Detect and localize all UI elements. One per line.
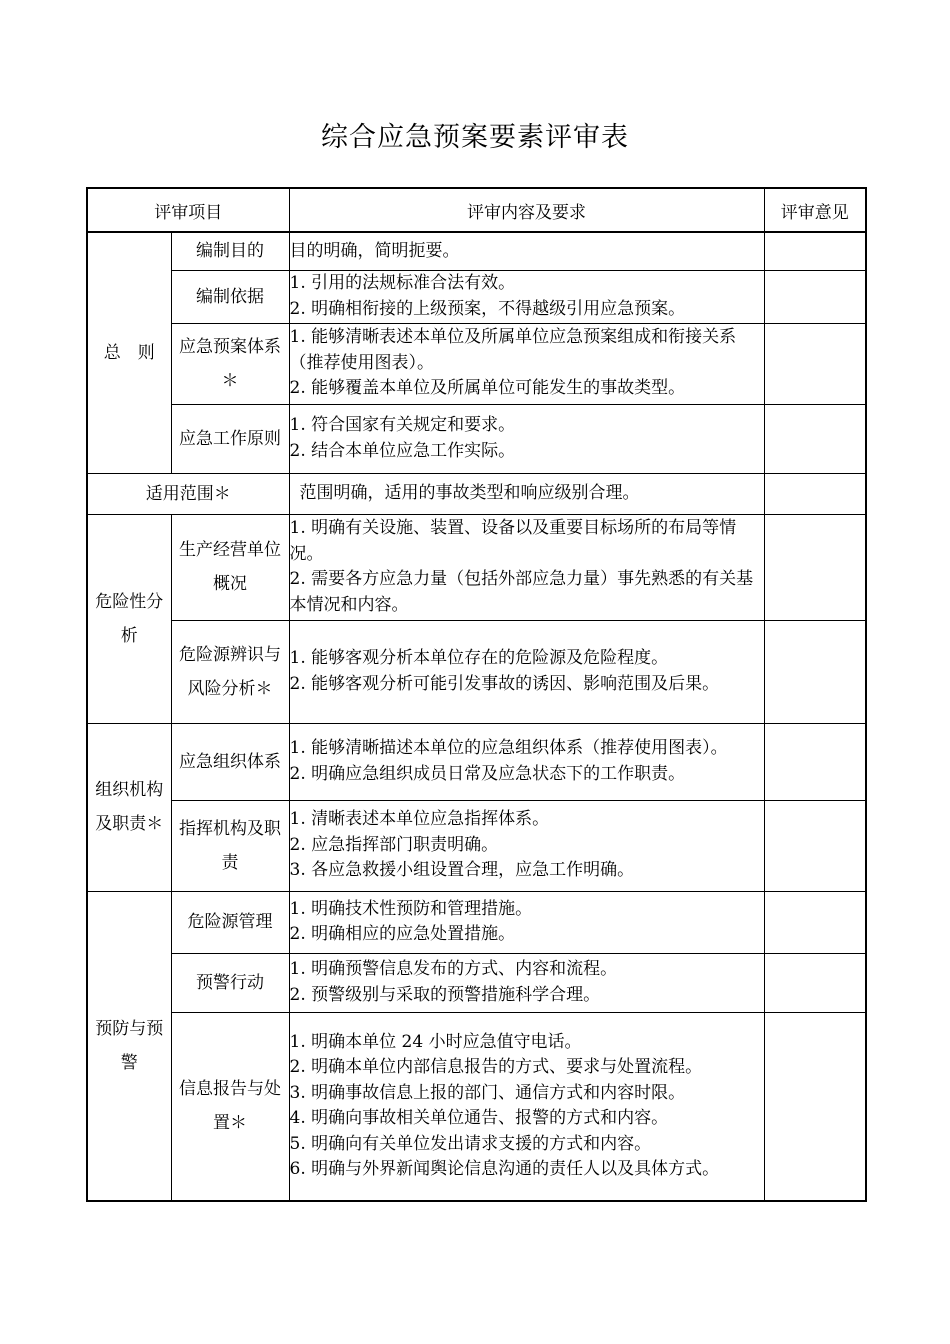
item-label: 编制依据 — [171, 270, 289, 323]
table-row — [87, 1012, 866, 1201]
item-label: 应急预案体系＊ — [171, 323, 289, 404]
content-line: 1. 明确技术性预防和管理措施。 — [289, 898, 533, 919]
item-content — [289, 891, 764, 953]
item-content — [289, 473, 764, 514]
item-content — [289, 270, 764, 323]
category-scope: 适用范围＊ — [87, 473, 289, 514]
item-content — [289, 514, 764, 620]
item-content — [289, 323, 764, 404]
content-line: 5. 明确向有关单位发出请求支援的方式和内容。 — [289, 1133, 652, 1154]
item-label: 危险源辨识与风险分析＊ — [171, 620, 289, 723]
table-row — [87, 620, 866, 723]
content-line: 1. 明确预警信息发布的方式、内容和流程。 — [289, 959, 618, 979]
opinion-cell[interactable] — [764, 232, 866, 270]
item-label: 预警行动 — [171, 953, 289, 1012]
content-line: 2. 预警级别与采取的预警措施科学合理。 — [289, 984, 601, 1005]
content-line: 1. 清晰表述本单位应急指挥体系。 — [289, 809, 550, 830]
category-general: 总 则 — [87, 232, 171, 473]
item-label: 编制目的 — [171, 232, 289, 270]
content-line: 1. 能够清晰描述本单位的应急组织体系（推荐使用图表）。 — [289, 738, 728, 758]
page-title: 综合应急预案要素评审表 — [321, 122, 629, 153]
opinion-cell[interactable] — [764, 953, 866, 1012]
opinion-cell[interactable] — [764, 1012, 866, 1201]
content-line: 2. 结合本单位应急工作实际。 — [289, 440, 516, 461]
table-row — [87, 473, 866, 514]
table-row — [87, 891, 866, 953]
item-label: 应急工作原则 — [171, 404, 289, 473]
opinion-cell[interactable] — [764, 323, 866, 404]
opinion-cell[interactable] — [764, 404, 866, 473]
content-line: 1. 引用的法规标准合法有效。 — [289, 273, 516, 293]
item-content — [289, 723, 764, 800]
opinion-cell[interactable] — [764, 473, 866, 514]
table-row — [87, 723, 866, 800]
item-label: 危险源管理 — [171, 891, 289, 953]
opinion-cell[interactable] — [764, 270, 866, 323]
category-organization: 组织机构及职责＊ — [87, 723, 171, 891]
opinion-cell[interactable] — [764, 620, 866, 723]
review-table — [86, 187, 867, 1202]
opinion-cell[interactable] — [764, 800, 866, 891]
content-line: 2. 明确应急组织成员日常及应急状态下的工作职责。 — [289, 763, 686, 784]
content-line: 1. 能够清晰表述本单位及所属单位应急预案组成和衔接关系（推荐使用图表）。 — [289, 327, 737, 373]
content-line: 范围明确，适用的事故类型和响应级别合理。 — [299, 482, 640, 503]
content-line: 2. 需要各方应急力量（包括外部应急力量）事先熟悉的有关基本情况和内容。 — [289, 569, 754, 615]
content-line: 2. 能够覆盖本单位及所属单位可能发生的事故类型。 — [289, 378, 686, 399]
content-line: 目的明确，简明扼要。 — [289, 240, 460, 261]
header-review-content: 评审内容及要求 — [289, 188, 764, 232]
header-review-opinion: 评审意见 — [764, 188, 866, 232]
table-row — [87, 800, 866, 891]
content-line: 1. 符合国家有关规定和要求。 — [289, 415, 516, 435]
item-content — [289, 800, 764, 891]
item-content — [289, 232, 764, 270]
content-line: 2. 能够客观分析可能引发事故的诱因、影响范围及后果。 — [289, 673, 720, 694]
content-line: 1. 能够客观分析本单位存在的危险源及危险程度。 — [289, 648, 669, 668]
opinion-cell[interactable] — [764, 514, 866, 620]
item-label: 信息报告与处置＊ — [171, 1012, 289, 1201]
table-row — [87, 514, 866, 620]
item-content — [289, 953, 764, 1012]
opinion-cell[interactable] — [764, 891, 866, 953]
table-row — [87, 270, 866, 323]
content-line: 4. 明确向事故相关单位通告、报警的方式和内容。 — [289, 1108, 669, 1129]
category-hazard-analysis: 危险性分析 — [87, 514, 171, 723]
table-row — [87, 953, 866, 1012]
content-line: 3. 明确事故信息上报的部门、通信方式和内容时限。 — [289, 1082, 686, 1103]
opinion-cell[interactable] — [764, 723, 866, 800]
content-line: 2. 明确本单位内部信息报告的方式、要求与处置流程。 — [289, 1057, 703, 1078]
item-label: 指挥机构及职责 — [171, 800, 289, 891]
table-row — [87, 323, 866, 404]
item-content — [289, 620, 764, 723]
item-content — [289, 404, 764, 473]
item-label: 生产经营单位概况 — [171, 514, 289, 620]
table-header-row — [87, 188, 866, 232]
item-content — [289, 1012, 764, 1201]
content-line: 2. 明确相应的应急处置措施。 — [289, 924, 516, 944]
content-line: 3. 各应急救援小组设置合理，应急工作明确。 — [289, 860, 635, 881]
content-line: 2. 明确相衔接的上级预案，不得越级引用应急预案。 — [289, 298, 686, 319]
item-label: 应急组织体系 — [171, 723, 289, 800]
content-line: 6. 明确与外界新闻舆论信息沟通的责任人以及具体方式。 — [289, 1159, 720, 1180]
content-line: 1. 明确本单位 24 小时应急值守电话。 — [289, 1031, 582, 1052]
table-row — [87, 232, 866, 270]
content-line: 1. 明确有关设施、装置、设备以及重要目标场所的布局等情况。 — [289, 518, 737, 564]
content-line: 2. 应急指挥部门职责明确。 — [289, 834, 499, 855]
category-prevention: 预防与预警 — [87, 891, 171, 1201]
header-review-item: 评审项目 — [87, 188, 289, 232]
table-row — [87, 404, 866, 473]
